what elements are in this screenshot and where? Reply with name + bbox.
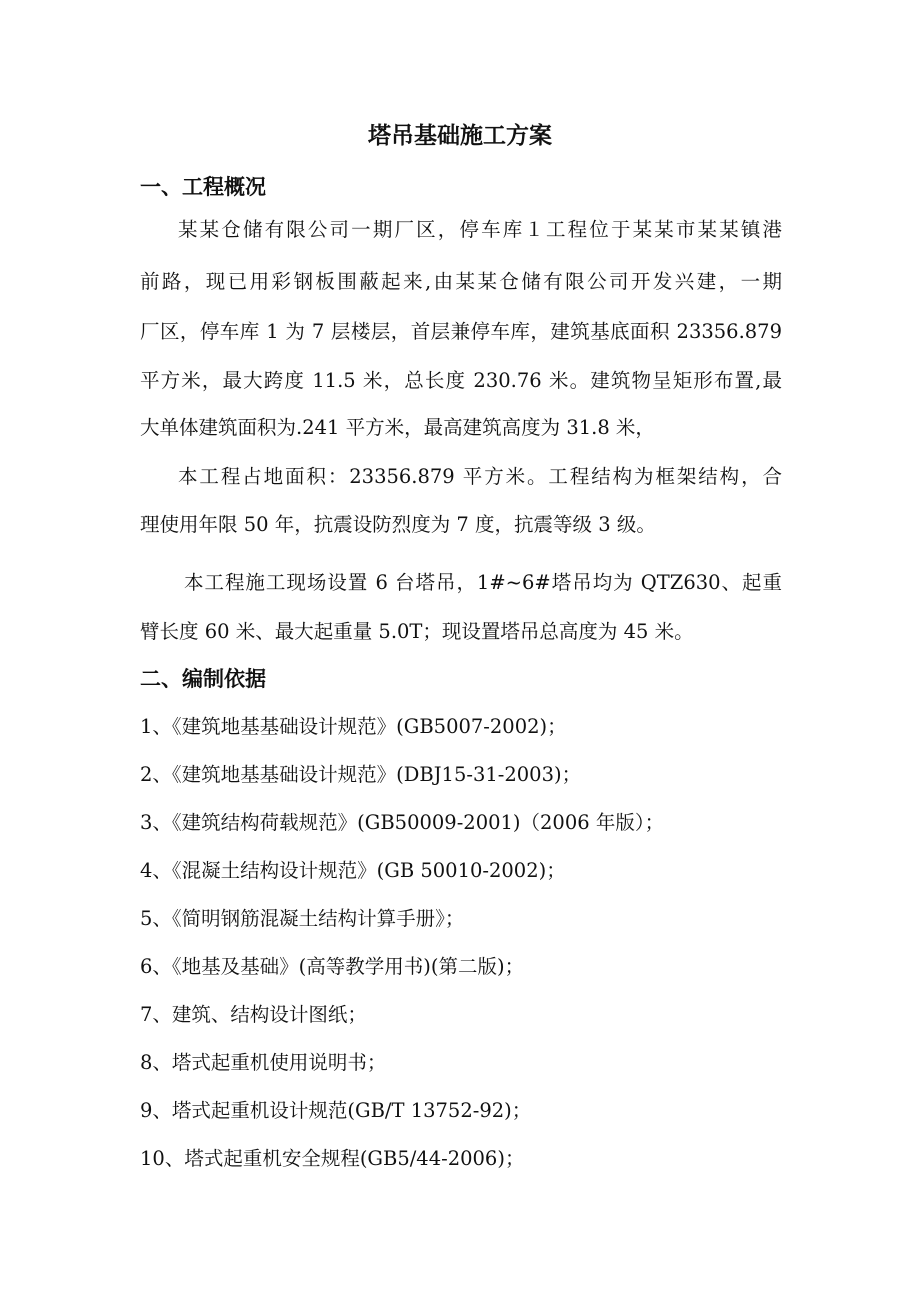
reference-item: 2、《建筑地基基础设计规范》(DBJ15-31-2003)； [140,763,582,786]
paragraph-line: 本工程占地面积：23356.879 平方米。工程结构为框架结构，合 [178,465,782,488]
reference-item: 7、建筑、结构设计图纸； [140,1003,367,1026]
paragraph-line: 某某仓储有限公司一期厂区，停车库１工程位于某某市某某镇港 [178,218,782,241]
document-title: 塔吊基础施工方案 [368,123,552,149]
reference-item: 9、塔式起重机设计规范(GB/T 13752-92)； [140,1099,532,1122]
reference-item: 3、《建筑结构荷载规范》(GB50009-2001)（2006 年版）； [140,811,665,834]
section-heading-basis: 二、编制依据 [140,667,266,691]
reference-item: 10、塔式起重机安全规程(GB5/44-2006)； [140,1147,525,1170]
reference-item: 8、塔式起重机使用说明书； [140,1051,387,1074]
reference-item: 4、《混凝土结构设计规范》(GB 50010-2002)； [140,859,566,882]
paragraph-line: 大单体建筑面积为.241 平方米，最高建筑高度为 31.8 米， [140,416,655,439]
paragraph-line: 平方米，最大跨度 11.5 米，总长度 230.76 米。建筑物呈矩形布置,最 [140,369,782,392]
paragraph-line: 臂长度 60 米、最大起重量 5.0T；现设置塔吊总高度为 45 米。 [140,620,694,643]
section-heading-overview: 一、工程概况 [140,175,266,199]
reference-item: 6、《地基及基础》(高等教学用书)(第二版)； [140,955,525,978]
paragraph-line: 前路，现已用彩钢板围蔽起来,由某某仓储有限公司开发兴建，一期 [140,270,782,293]
reference-item: 1、《建筑地基基础设计规范》(GB5007-2002)； [140,715,567,738]
paragraph-line: 理使用年限 50 年，抗震设防烈度为 7 度，抗震等级 3 级。 [140,513,656,536]
paragraph-line: 厂区，停车库 1 为 7 层楼层，首层兼停车库，建筑基底面积 23356.879 [140,320,782,343]
paragraph-line: 本工程施工现场设置 6 台塔吊，1#~6#塔吊均为 QTZ630、起重 [184,571,782,594]
reference-item: 5、《简明钢筋混凝土结构计算手册》； [140,907,465,930]
